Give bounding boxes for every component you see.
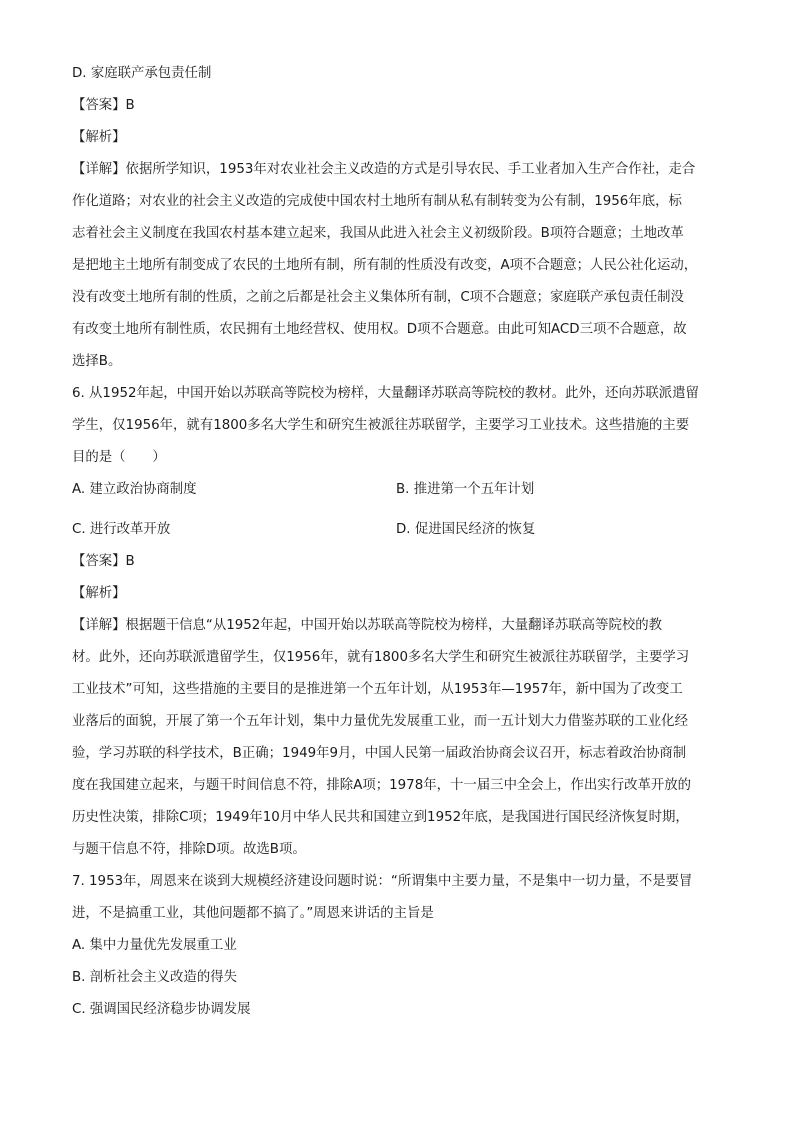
q5-detail-line: 没有改变土地所有制的性质，之前之后都是社会主义集体所有制，C项不合题意；家庭联产承包责任制没: [72, 290, 684, 305]
q6-option-d: D. 促进国民经济的恢复: [396, 522, 536, 537]
q6-option-c: C. 进行改革开放: [72, 522, 171, 537]
q6-detail-line: 【详解】根据题干信息“从1952年起，中国开始以苏联高等院校为榜样，大量翻译苏联高等院校的教: [72, 618, 663, 633]
q6-stem-line: 6. 从1952年起，中国开始以苏联高等院校为榜样，大量翻译苏联高等院校的教材。此外，还向苏联派遣留: [72, 386, 699, 401]
q7-option-a: A. 集中力量优先发展重工业: [72, 938, 237, 953]
q5-detail-line: 是把地主土地所有制变成了农民的土地所有制，所有制的性质没有改变，A项不合题意；人民公社化运动，: [72, 258, 698, 273]
q6-stem-line: 目的是（ ）: [72, 450, 166, 465]
q6-answer: 【答案】B: [72, 554, 135, 569]
q6-analysis-label: 【解析】: [72, 586, 126, 601]
q6-detail-line: 历史性决策，排除C项；1949年10月中华人民共和国建立到1952年底，是我国进行国民经济恢复时期，: [72, 810, 689, 825]
q6-detail-line: 材。此外，还向苏联派遣留学生，仅1956年，就有1800多名大学生和研究生被派往苏联留学，主要学习: [72, 650, 690, 665]
q6-option-b: B. 推进第一个五年计划: [396, 482, 535, 497]
q5-answer: 【答案】B: [72, 98, 135, 113]
q7-option-c: C. 强调国民经济稳步协调发展: [72, 1002, 251, 1017]
q5-detail-line: 志着社会主义制度在我国农村基本建立起来，我国从此进入社会主义初级阶段。B项符合题意；土地改革: [72, 226, 684, 241]
q6-detail-line: 与题干信息不符，排除D项。故选B项。: [72, 842, 306, 857]
q6-detail-line: 工业技术”可知，这些措施的主要目的是推进第一个五年计划，从1953年—1957年，新中国为了改变工: [72, 682, 683, 697]
q7-option-b: B. 剖析社会主义改造的得失: [72, 970, 237, 985]
q5-analysis-label: 【解析】: [72, 130, 126, 145]
q5-detail-line: 选择B。: [72, 354, 122, 369]
q5-detail-line: 作化道路；对农业的社会主义改造的完成使中国农村土地所有制从私有制转变为公有制，1956年底，标: [72, 194, 682, 209]
q6-option-a: A. 建立政治协商制度: [72, 482, 197, 497]
q7-stem-line: 7. 1953年，周恩来在谈到大规模经济建设问题时说：“所谓集中主要力量，不是集中一切力量，不是要冒: [72, 874, 693, 889]
q5-detail-line: 有改变土地所有制性质，农民拥有土地经营权、使用权。D项不合题意。由此可知ACD三项不合题意，故: [72, 322, 687, 337]
q6-detail-line: 业落后的面貌，开展了第一个五年计划，集中力量优先发展重工业，而一五计划大力借鉴苏联的工业化经: [72, 714, 688, 729]
q6-detail-line: 验，学习苏联的科学技术，B正确；1949年9月，中国人民第一届政治协商会议召开，标志着政治协商制: [72, 746, 687, 761]
q6-detail-line: 度在我国建立起来，与题干时间信息不符，排除A项；1978年，十一届三中全会上，作出实行改革开放的: [72, 778, 692, 793]
q5-detail-line: 【详解】依据所学知识，1953年对农业社会主义改造的方式是引导农民、手工业者加入生产合作社，走合: [72, 162, 696, 177]
q5-option-d: D. 家庭联产承包责任制: [72, 66, 212, 81]
q6-stem-line: 学生，仅1956年，就有1800多名大学生和研究生被派往苏联留学，主要学习工业技术。这些措施的主要: [72, 418, 690, 433]
q7-stem-line: 进，不是搞重工业，其他问题都不搞了。”周恩来讲话的主旨是: [72, 906, 434, 921]
